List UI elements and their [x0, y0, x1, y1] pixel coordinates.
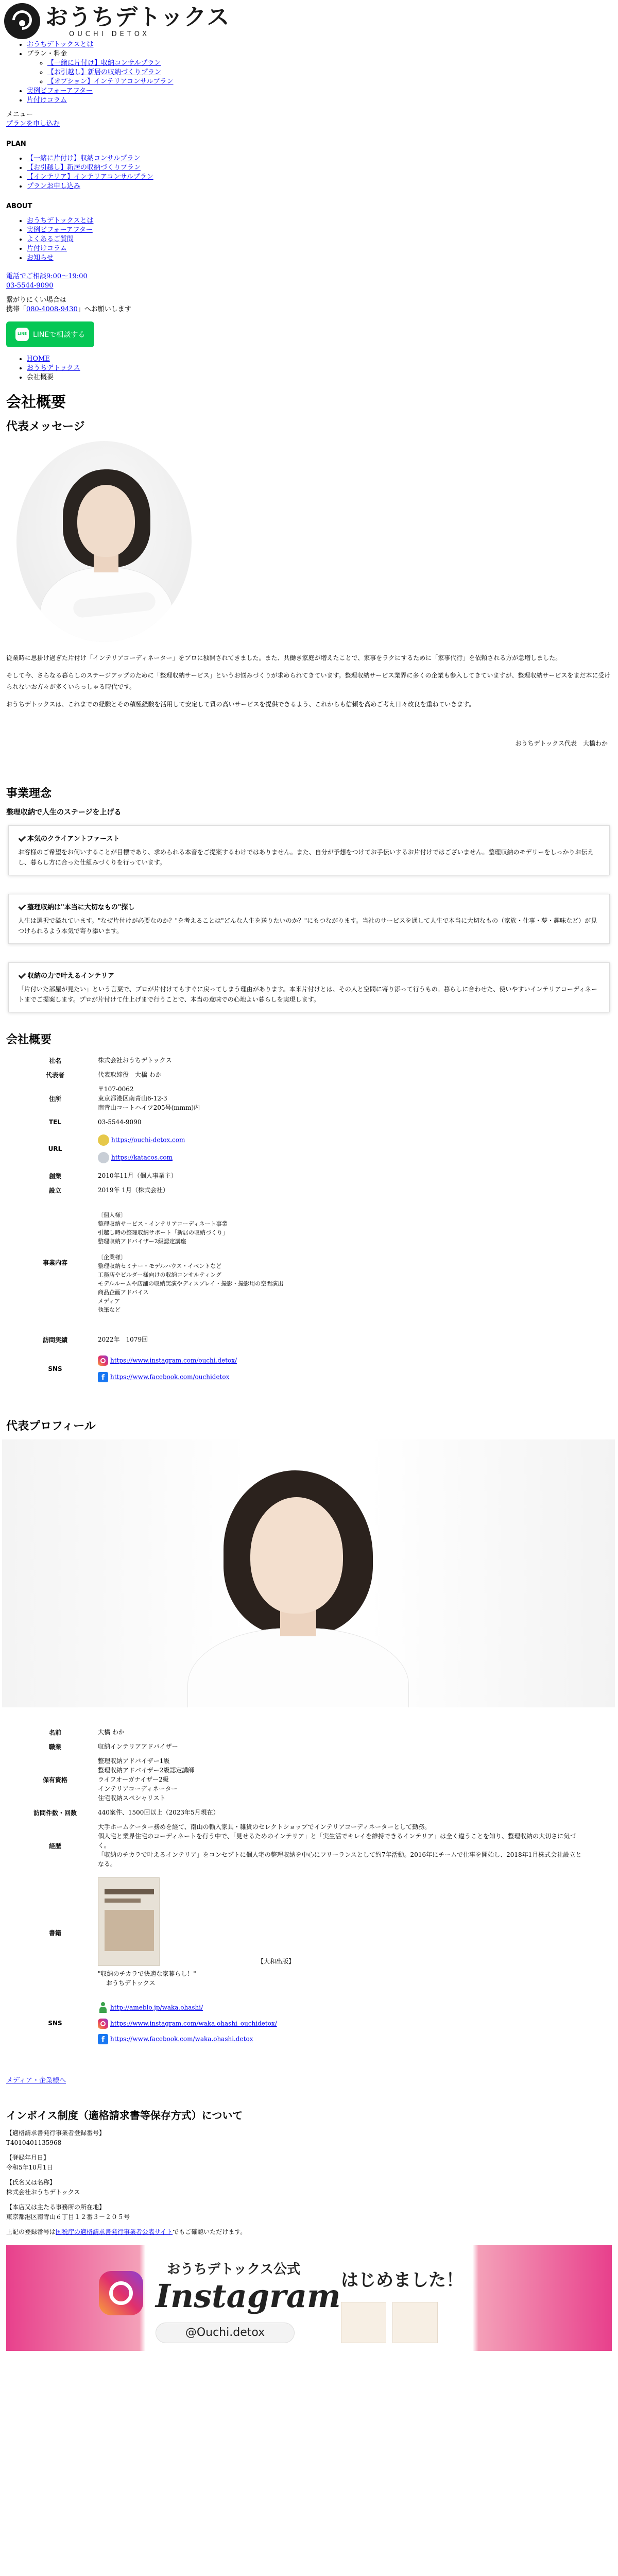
facebook-icon: f [98, 2034, 108, 2044]
sns-link-facebook[interactable]: https://www.facebook.com/waka.ohashi.detox [110, 2035, 253, 2043]
breadcrumb-current: 会社概要 [27, 374, 54, 381]
check-icon [18, 835, 25, 842]
banner-hello: はじめました！ [341, 2270, 464, 2291]
banner-title-main: Instagram [156, 2277, 341, 2315]
check-icon [18, 903, 25, 910]
logo-icon[interactable] [4, 3, 40, 39]
plan-link-interior[interactable]: 【インテリア】インテリアコンサルプラン [27, 173, 153, 181]
breadcrumb [6, 354, 612, 382]
overview-heading: 会社概要 [6, 1033, 52, 1046]
media-link[interactable]: メディア・企業様へ [6, 2077, 66, 2084]
check-icon [18, 972, 25, 979]
message-heading: 代表メッセージ [6, 420, 85, 433]
about-link-faq[interactable]: よくあるご質問 [27, 235, 74, 243]
breadcrumb-home[interactable]: HOME [27, 355, 50, 363]
global-nav [6, 40, 612, 105]
sns-link-instagram[interactable]: https://www.instagram.com/waka.ohashi_ouchidetox/ [110, 2020, 277, 2027]
representative-photo [16, 441, 192, 642]
sns-link-instagram[interactable]: https://www.instagram.com/ouchi.detox/ [110, 1357, 237, 1364]
banner-handle: @Ouchi.detox [156, 2323, 295, 2343]
banner-title-top: おうちデトックス公式 [167, 2262, 300, 2277]
logo[interactable]: おうちデトックス OUCHI DETOX [45, 4, 230, 38]
site-favicon-icon [98, 1152, 109, 1163]
philosophy-box: 整理収納は"本当に大切なもの"探し 人生は選択で溢れています。"なぜ片付けが必要なのか？"を考えることは"どんな人生を送りたいのか？"にもつながります。当社のサービスを通して人生で本当に大切なもの（家族・仕事・夢・趣味など）が見つけられるよう本気で寄り添います。 [8, 894, 610, 944]
sns-link-facebook[interactable]: https://www.facebook.com/ouchidetox [110, 1373, 230, 1381]
table-row: 書籍 【大和出版】 "収納のチカラで快適な家暮らし！" おうちデトックス [16, 1871, 588, 1994]
banner-thumbnail [341, 2302, 386, 2343]
book-cover-image [98, 1877, 160, 1966]
table-row: SNS http://ameblo.jp/waka.ohashi/ https://www.instagram.com/waka.ohashi_ouchidetox/ f https://www.facebook.com/waka.ohashi.detox [16, 1994, 588, 2053]
table-row: 代表者 代表取締役 大橋 わか [45, 1071, 162, 1079]
about-link-news[interactable]: お知らせ [27, 254, 54, 262]
table-row: 保有資格 整理収納アドバイザー1級 整理収納アドバイザー2級認定講師 ライフオーガナイザー2級 インテリアコーディネーター 住宅収納スペシャリスト [42, 1757, 195, 1802]
philosophy-heading: 事業理念 [6, 787, 52, 800]
philosophy-box: 収納の力で叶えるインテリア 「片付いた部屋が見たい」という言葉で、プロが片付けてもすぐに戻ってしまう理由があります。本来片付けとは、その人と空間に寄り添って行うもの。暮らしに合わせた、使いやすいインテリアコーディネートまでご提案します。プロが片付けて仕上げまで行うことで、本当の意味での心地よい暮らしを実現します。 [8, 962, 610, 1012]
phone-hours-link[interactable]: 電話でご相談9:00〜19:00 [6, 273, 88, 280]
overview-table [16, 1053, 287, 1386]
table-row: 訪問件数・回数 440案件、1500回以上（2023年5月現在） [33, 1809, 219, 1817]
about-link-about[interactable]: おうちデトックスとは [27, 217, 94, 225]
book-title: "収納のチカラで快適な家暮らし！" [98, 1970, 196, 1977]
table-row: 経歴 大手ホームケーター務めを経て、南山の輸入家具・雑貨のセレクトショップでインテリアコーディネーターとして勤務。 個人宅と業界住宅のコーディネートを行う中で、「見せるためのインテリア」と「実生活でキレイを維持できるインテリア」は全く違うことを知り、整理収納の大切さに気づく。 「収納のチカラで叶えるインテリア」をコンセプトに個人宅の整理収納を中心にフリーランスとして約7年活動。2016年にチームで仕事を開始し、2018年1月株式会社設立となる。 [48, 1823, 582, 1868]
instagram-banner[interactable] [6, 2245, 612, 2351]
mobile-link[interactable]: 080-4008-9430 [26, 306, 78, 313]
profile-table [16, 1725, 588, 2053]
about-link-column[interactable]: 片付けコラム [27, 245, 67, 252]
banner-thumbnail [392, 2302, 438, 2343]
plan-link-consult[interactable]: 【一緒に片付け】収納コンサルプラン [27, 155, 141, 162]
about-heading: ABOUT [6, 202, 32, 210]
url-link-ouchi[interactable]: https://ouchi-detox.com [111, 1136, 185, 1144]
instagram-icon [98, 2019, 108, 2029]
table-row: SNS https://www.instagram.com/ouchi.detox/ f https://www.facebook.com/ouchidetox [16, 1351, 287, 1386]
profile-heading: 代表プロフィール [6, 1420, 96, 1433]
site-header [0, 0, 618, 40]
message-signature: おうちデトックス代表 大橋わか [515, 740, 608, 747]
facebook-icon: f [98, 1372, 108, 1382]
table-row: 事業内容 〔個人様〕 整理収納サービス・インテリアコーディネート事業 引越し時の整理収納サポート「新居の収納づくり」 整理収納アドバイザー2級認定講座 〔企業様〕 整理収納セミナー・モデルハウス・イベントなど 工務店やビルダー様向けの収納コンサルティング モデルルームや店舗の収納実演やディスプレイ・撮影・撮影用の空間演出 商品企画アドバイス メディア 執筆など [42, 1212, 284, 1313]
philosophy-subheading: 整理収納で人生のステージを上げる [6, 808, 122, 817]
hard-to-connect-text: 繋がりにくい場合は [6, 296, 67, 304]
nav-item-column[interactable]: 片付けコラム [27, 96, 67, 104]
breadcrumb-ouchi[interactable]: おうちデトックス [27, 364, 80, 372]
mobile-line: 携帯「080-4008-9430」へお願いします [6, 306, 131, 313]
nav-item-plans[interactable]: プラン・料金 [27, 50, 67, 58]
table-row: 社名 株式会社おうちデトックス [48, 1057, 172, 1064]
instagram-icon [98, 1355, 108, 1366]
about-links [6, 216, 612, 263]
ameblo-icon [98, 2002, 108, 2013]
table-row: URL https://ouchi-detox.com https://katacos.com [16, 1129, 287, 1168]
plan-link-apply[interactable]: プランお申し込み [27, 182, 81, 190]
apply-plan-link[interactable]: プランを申し込む [6, 120, 60, 128]
table-row: 名前 大橋 わか [48, 1728, 125, 1736]
table-row: 訪問実績 2022年 1079回 [42, 1336, 148, 1344]
nav-sub-interior-plan[interactable]: 【オプション】インテリアコンサルプラン [47, 78, 174, 86]
phone-link[interactable]: 03-5544-9090 [6, 282, 54, 290]
table-row: 職業 収納インテリアアドバイザー [48, 1743, 178, 1751]
message-body: 従業時に思掛け過ぎた片付け「インテリアコーディネーター」をプロに独開されてきました。また、共働き家庭が増えたことで、家事をラクにするために「家事代行」を依頼される方が急増しました。 そして今、さらなる暮らしのステージアップのために「整理収納サービス」というお悩みづくりが求められてきています。整理収納サービス業界に多くの企業も参入してきていますが、整理収納サービスをまだ本に受けられないお方々が多くいらっしゃる時代です。 おうちデトックスは、これまでの経験とその積極経験を活用して安定して質の高いサービスを提供できるよう、これからも信頼を高めご考え日々改良を重ねていきます。 [6, 654, 611, 708]
table-row: 設立 2019年 1月（株式会社） [48, 1187, 169, 1194]
nav-sub-move-plan[interactable]: 【お引越し】新居の収納づくりプラン [47, 69, 162, 76]
instagram-icon [99, 2271, 143, 2315]
page-title: 会社概要 [6, 393, 66, 411]
line-icon [15, 328, 29, 341]
nta-site-link[interactable]: 国税庁の適格請求書発行事業者公表サイト [56, 2228, 173, 2235]
sns-link-ameblo[interactable]: http://ameblo.jp/waka.ohashi/ [110, 2004, 203, 2011]
table-row: 創業 2010年11月（個人事業主） [48, 1172, 177, 1180]
invoice-info: 【適格請求書発行事業者登録番号】 T4010401135968 【登録年月日】 令和5年10月1日 【氏名又は名称】 株式会社おうちデトックス 【本店又は主たる事務所の所在地】 東京都港区南青山６丁目１２番３－２０５号 上記の登録番号は国税庁の適格請求書発行事業者公表サイトでもご確認いただけます。 [6, 2129, 247, 2235]
nav-item-about[interactable]: おうちデトックスとは [27, 41, 94, 48]
plan-link-move[interactable]: 【お引越し】新居の収納づくりプラン [27, 164, 141, 172]
table-row: 住所 〒107-0062 東京都港区南青山6-12-3 南青山コートハイツ205号(mmm)内 [48, 1086, 200, 1111]
nav-item-before-after[interactable]: 実例ビフォーアフター [27, 87, 93, 95]
philosophy-box: 本気のクライアントファースト お客様のご希望をお伺いすることが目標であり、求められる本音をご提案するわけではありません。また、自分が予想をつけてお手伝いするお片付けではございません。整理収納のモデリーをしっかりお伝えし、暮らし方に合った仕組みづくりを行っています。 [8, 825, 610, 875]
url-link-katacos[interactable]: https://katacos.com [111, 1154, 173, 1161]
about-link-before-after[interactable]: 実例ビフォーアフター [27, 226, 93, 234]
line-consult-button[interactable]: LINE LINEで相談する [6, 321, 94, 347]
site-favicon-icon [98, 1134, 109, 1146]
book-award: 【大和出版】 [258, 1958, 295, 1965]
plan-heading: PLAN [6, 140, 26, 148]
menu-label[interactable]: メニュー [6, 111, 33, 118]
nav-sub-consult-plan[interactable]: 【一緒に片付け】収納コンサルプラン [47, 59, 161, 67]
plan-links [6, 154, 612, 191]
book-author: おうちデトックス [106, 1979, 156, 1987]
invoice-heading: インボイス制度（適格請求書等保存方式）について [6, 2109, 243, 2122]
representative-profile-photo [2, 1439, 615, 1707]
table-row: TEL 03-5544-9090 [48, 1118, 142, 1126]
